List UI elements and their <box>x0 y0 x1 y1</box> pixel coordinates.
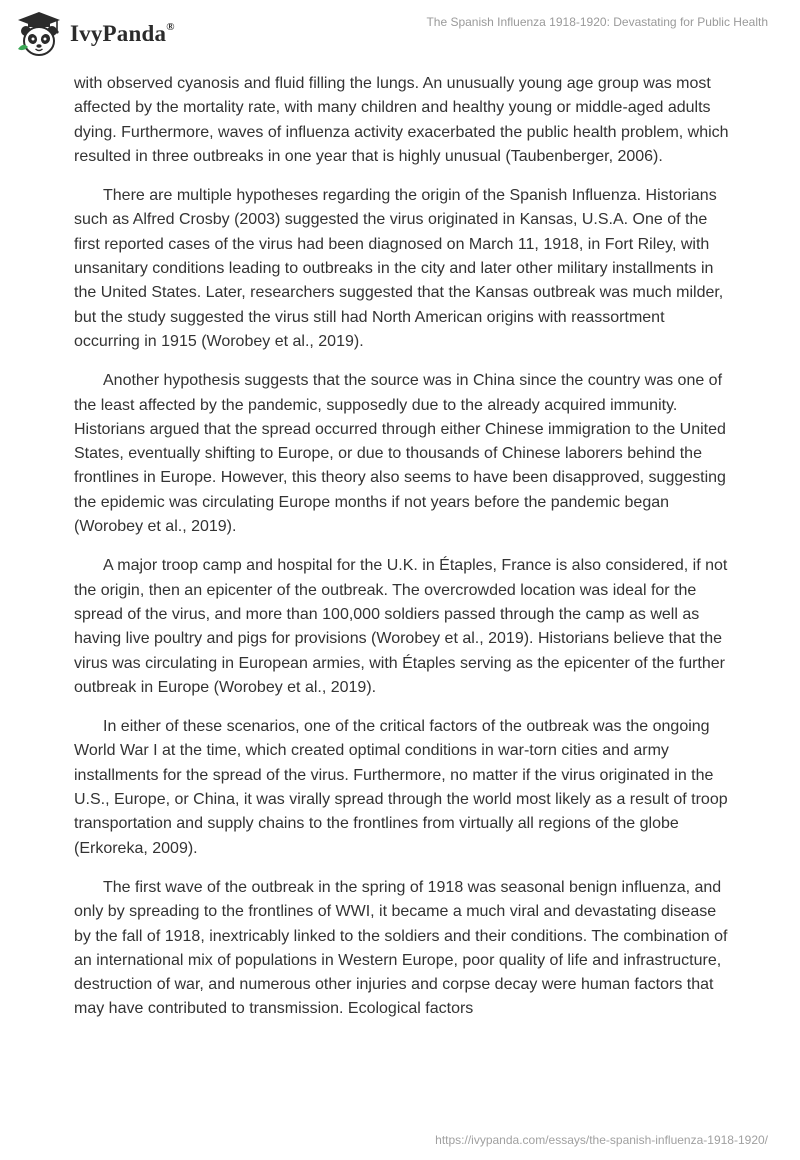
paragraph: The first wave of the outbreak in the spring of 1918 was seasonal benign influenza, and only by spreading to the frontlines of WWI, it became a much viral and devastating disease by the fall of 1918, inextricably linked to the soldiers and their conditions. The combination of an international mix of populations in Western Europe, poor quality of life and infrastructure, destruction of war, and numerous other injuries and corpse decay were human factors that may have contributed to transmission. Ecological factors <box>74 878 728 1018</box>
paragraph: with observed cyanosis and fluid filling the lungs. An unusually young age group was most affected by the mortality rate, with many children and healthy young or middle-aged adults dying. Furthermore, waves of influenza activity exacerbated the public health problem, which resulted in three outbreaks in one year that is highly unusual (Taubenberger, 2006). <box>74 75 729 165</box>
page-header <box>0 0 800 70</box>
paragraph: There are multiple hypotheses regarding the origin of the Spanish Influenza. Historians such as Alfred Crosby (2003) suggested the virus originated in Kansas, U.S.A. One of the first reported cases of the virus had been diagnosed on March 11, 1918, in Fort Riley, with unsanitary conditions leading to outbreaks in the city and later other military installments in the United States. Later, researchers suggested that the Kansas outbreak was much milder, but the study suggested the virus still had North American origins with reassortment occurring in 1915 (Worobey et al., 2019). <box>74 187 724 350</box>
panda-graduate-icon <box>14 9 64 59</box>
brand-name: IvyPanda® <box>70 21 175 46</box>
document-title: The Spanish Influenza 1918-1920: Devastating for Public Health <box>426 15 768 29</box>
paragraph: Another hypothesis suggests that the source was in China since the country was one of the least affected by the pandemic, supposedly due to the already acquired immunity. Historians argued that the spread occurred through either Chinese immigration to the United States, eventually shifting to Europe, or due to thousands of Chinese laborers behind the frontlines in Europe. However, this theory also seems to have been disapproved, suggesting the epidemic was circulating Europe months if not years before the pandemic began (Worobey et al., 2019). <box>74 372 726 536</box>
essay-body <box>74 72 734 1037</box>
paragraph: In either of these scenarios, one of the critical factors of the outbreak was the ongoing World War I at the time, which created optimal conditions in war-torn cities and army installments for the spread of the virus. Furthermore, no matter if the virus originated in the U.S., Europe, or China, it was virally spread through the world most likely as a result of troop transportation and supply chains to the frontlines from virtually all regions of the globe (Erkoreka, 2009). <box>74 718 728 857</box>
paragraph: A major troop camp and hospital for the U.K. in Étaples, France is also considered, if not the origin, then an epicenter of the outbreak. The overcrowded location was ideal for the spread of the virus, and more than 100,000 soldiers passed through the camp as well as having live poultry and pigs for provisions (Worobey et al., 2019). Historians believe that the virus was circulating in European armies, with Étaples serving as the epicenter of the further outbreak in Europe (Worobey et al., 2019). <box>74 557 728 696</box>
ivypanda-logo[interactable] <box>14 9 175 59</box>
source-url[interactable]: https://ivypanda.com/essays/the-spanish-influenza-1918-1920/ <box>435 1133 768 1147</box>
